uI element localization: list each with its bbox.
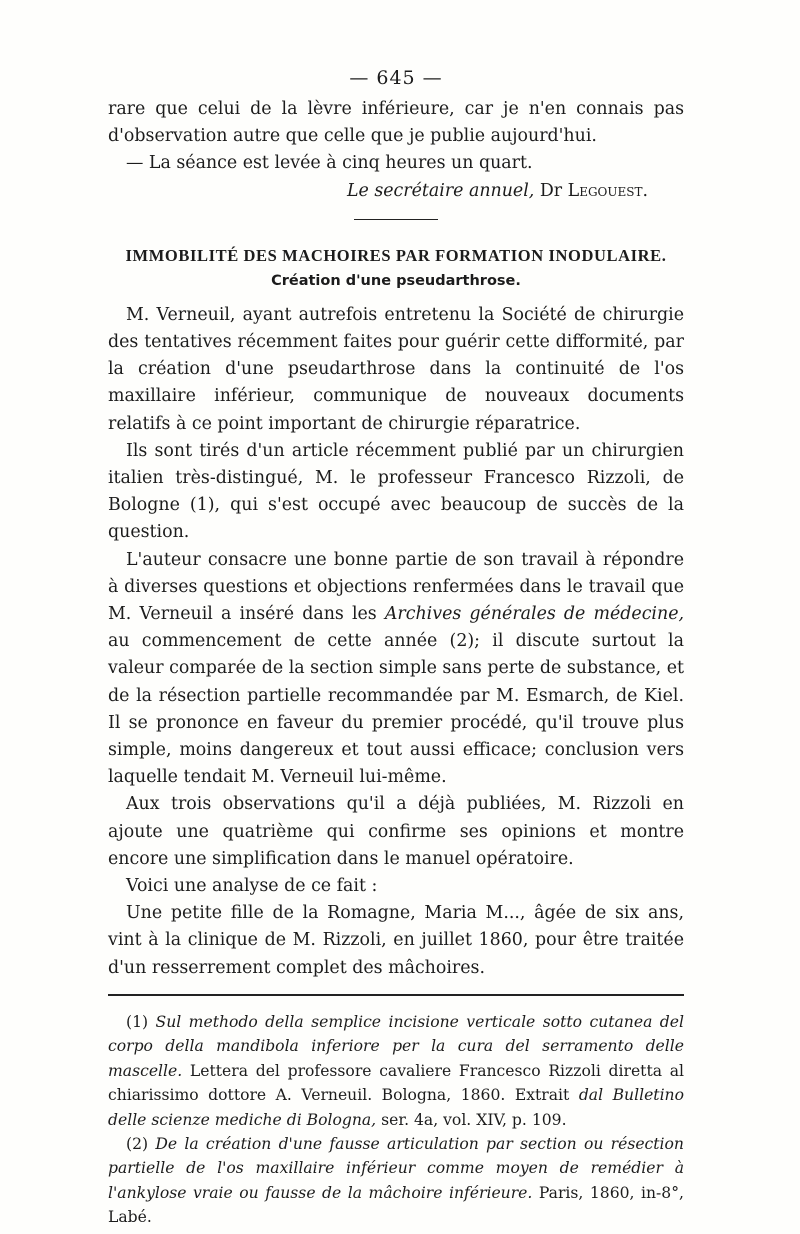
signature-role: Le secrétaire annuel,: [346, 180, 535, 201]
article-paragraph-5: Voici une analyse de ce fait :: [126, 876, 378, 897]
signature-title: Dr: [539, 180, 563, 201]
footnote-2-end: Paris, 1860, in-8°, Labé.: [108, 1183, 684, 1227]
signature-line: [108, 178, 648, 205]
footnote-1-number: (1): [126, 1012, 149, 1031]
paragraph-continuation: rare que celui de la lèvre inférieure, car je n'en connais pas d'observation autre que celle que je publie aujourd'hui.: [108, 99, 684, 147]
page-number: — 645 —: [349, 67, 443, 89]
article-paragraph-1: M. Verneuil, ayant autrefois entretenu la Société de chirurgie des tentatives récemment faites pour guérir cette difformité, par la création d'une pseudarthrose dans la continuité de l'os maxillaire inférieur, communique de nouveaux documents relatifs à ce point important de chirurgie réparatrice.: [108, 304, 684, 434]
footnote-1-end: ser. 4a, vol. XIV, p. 109.: [381, 1110, 567, 1129]
footnote-2-number: (2): [126, 1134, 149, 1153]
article-paragraph-2: Ils sont tirés d'un article récemment publié par un chirurgien italien très-distingué, M. le professeur Francesco Rizzoli, de Bologne (1), qui s'est occupé avec beaucoup de succès de la question.: [108, 440, 684, 543]
section-divider: [354, 219, 438, 220]
article-subtitle: Création d'une pseudarthrose.: [271, 272, 521, 289]
journal-title: Archives générales de médecine,: [384, 604, 685, 625]
footnote-1-text: Lettera del professore cavaliere Francesco Rizzoli diretta al chiarissimo dottore A. Verneuil. Bologna, 1860. Extrait: [108, 1061, 684, 1105]
footnote-2-title: De la création d'une fausse articulation par section ou résection partielle de l'os maxillaire inférieur comme moyen de remédier à l'ankylose vraie ou fausse de la mâchoire inférieure.: [108, 1134, 684, 1202]
footnote-1-source: dal Bulletino delle scienze mediche di Bologna,: [108, 1086, 684, 1129]
page-content: [108, 66, 684, 1230]
article-paragraph-3-a: L'auteur consacre une bonne partie de son travail à répondre à diverses questions et objections renfermées dans le travail que M. Verneuil a inséré dans les: [108, 549, 684, 625]
footnote-2: [108, 1132, 684, 1230]
article-paragraph-3: [108, 547, 684, 792]
article-title: IMMOBILITÉ DES MACHOIRES PAR FORMATION INODULAIRE.: [125, 245, 667, 265]
paragraph-session-end: — La séance est levée à cinq heures un quart.: [126, 153, 533, 174]
article-paragraph-6: Une petite fille de la Romagne, Maria M..., âgée de six ans, vint à la clinique de M. Rizzoli, en juillet 1860, pour être traitée d'un resserrement complet des mâchoires.: [108, 903, 684, 978]
article-paragraph-3-b: au commencement de cette année (2); il discute surtout la valeur comparée de la section simple sans perte de substance, et de la résection partielle recommandée par M. Esmarch, de Kiel. Il se prononce en faveur du premier procédé, qu'il trouve plus simple, moins dangereux et tout aussi efficace; conclusion vers laquelle tendait M. Verneuil lui-même.: [108, 631, 684, 788]
footnote-divider: [108, 994, 684, 996]
signature-name: Legouest.: [567, 180, 648, 201]
article-paragraph-4: Aux trois observations qu'il a déjà publiées, M. Rizzoli en ajoute une quatrième qui confirme ses opinions et montre encore une simplification dans le manuel opératoire.: [108, 794, 684, 869]
footnote-1-title: Sul methodo della semplice incisione verticale sotto cutanea del corpo della mandibola inferiore per la cura del serramento delle mascelle.: [108, 1012, 684, 1080]
footnote-1: [108, 1010, 684, 1132]
